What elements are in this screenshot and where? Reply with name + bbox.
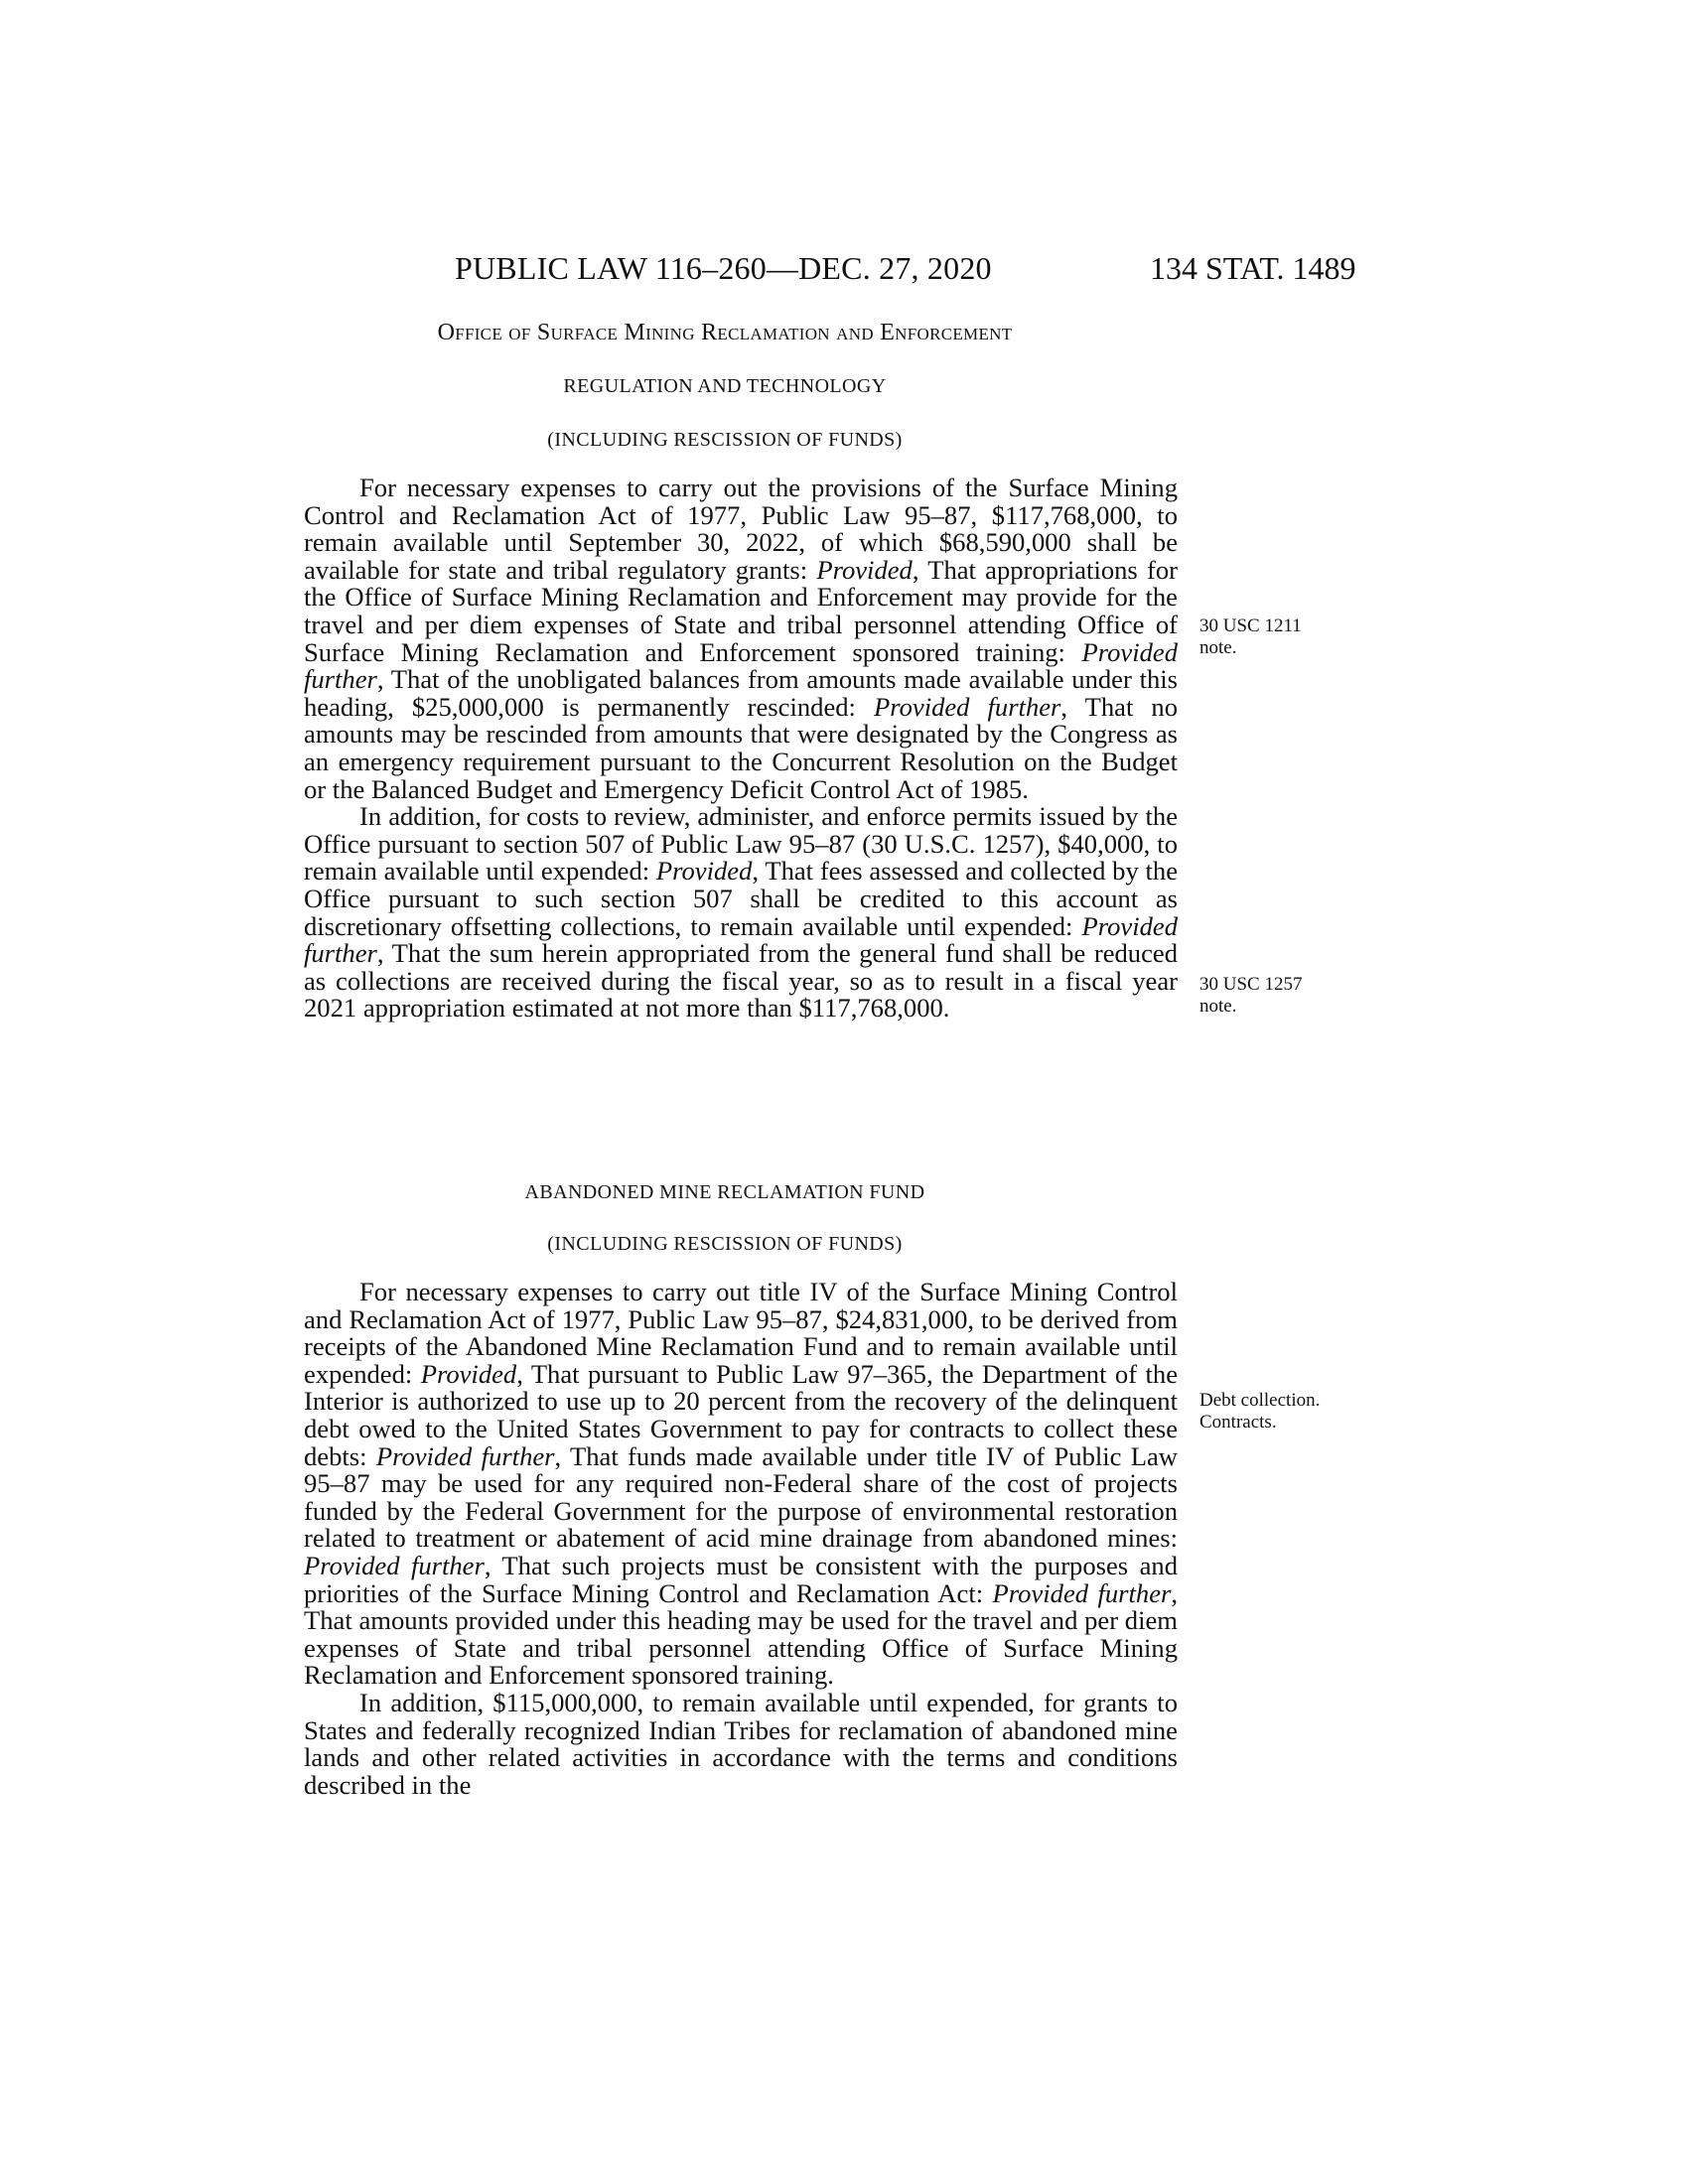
section1-paragraph-2: In addition, for costs to review, administer, and enforce permits issued by the Office pursuant to section 507 of Public Law 95–87 (30 U.S.C. 1257), $40,000, to remain available until expended: Provided, That fees assessed and collected by the Office pursuant to such section 507 shall be credited to this account as discretionary offsetting collections, to remain available until expended: Provided further, That the sum herein appropriated from the general fund shall be reduced as collections are received during the fiscal year, so as to result in a fiscal year 2021 appropriation estimated at not more than $117,768,000.: [304, 801, 1179, 1024]
section1-paragraph-1: For necessary expenses to carry out the provisions of the Surface Mining Control and Reclamation Act of 1977, Public Law 95–87, $117,768,000, to remain available until September 30, 2022, of which $68,590,000 shall be available for state and tribal regulatory grants: Provided, That appropriations for the Office of Surface Mining Reclamation and Enforcement may provide for the travel and per diem expenses of State and tribal personnel attending Office of Surface Mining Reclamation and Enforcement sponsored training: Provided further, That of the unobligated balances from amounts made available under this heading, $25,000,000 is permanently rescinded: Provided further, That no amounts may be rescinded from amounts that were designated by the Congress as an emergency requirement pursuant to the Concurrent Resolution on the Budget or the Balanced Budget and Emergency Deficit Control Act of 1985.: [304, 473, 1178, 804]
margin-note-30-usc-1211: 30 USC 1211 note.: [1199, 615, 1302, 658]
section2-paragraph-1: For necessary expenses to carry out title IV of the Surface Mining Control and Reclamation Act of 1977, Public Law 95–87, $24,831,000, to be derived from receipts of the Abandoned Mine Reclamation Fund and to remain available until expended: Provided, That pursuant to Public Law 97–365, the Department of the Interior is authorized to use up to 20 percent from the recovery of the delinquent debt owed to the United States Government to pay for contracts to collect these debts: Provided further, That funds made available under title IV of Public Law 95–87 may be used for any required non-Federal share of the cost of projects funded by the Federal Government for the purpose of environmental restoration related to treatment or abatement of acid mine drainage from abandoned mines: Provided further, That such projects must be consistent with the purposes and priorities of the Surface Mining Control and Reclamation Act: Provided further, That amounts provided under this heading may be used for the travel and per diem expenses of State and tribal personnel attending Office of Surface Mining Reclamation and Enforcement sponsored training.: [304, 1277, 1179, 1691]
section1-heading: REGULATION AND TECHNOLOGY: [563, 375, 887, 397]
margin-note-debt-collection: Debt collection. Contracts.: [1199, 1390, 1321, 1433]
running-head: [0, 250, 1688, 290]
office-heading: Office of Surface Mining Reclamation and Enforcement: [437, 320, 1013, 345]
section2-subheading: (INCLUDING RESCISSION OF FUNDS): [547, 1233, 903, 1255]
statute-page-number: 134 STAT. 1489: [1150, 250, 1356, 286]
section1-body: [304, 475, 1178, 1023]
section2-heading: ABANDONED MINE RECLAMATION FUND: [524, 1181, 925, 1203]
section2-body: [304, 1279, 1178, 1799]
margin-note-30-usc-1257: 30 USC 1257 note.: [1199, 974, 1303, 1017]
section1-subheading: (INCLUDING RESCISSION OF FUNDS): [547, 429, 903, 451]
law-title: PUBLIC LAW 116–260—DEC. 27, 2020: [455, 250, 992, 286]
section2-paragraph-2: In addition, $115,000,000, to remain available until expended, for grants to States and federally recognized Indian Tribes for reclamation of abandoned mine lands and other related activities in accordance with the terms and conditions described in the: [304, 1687, 1178, 1800]
